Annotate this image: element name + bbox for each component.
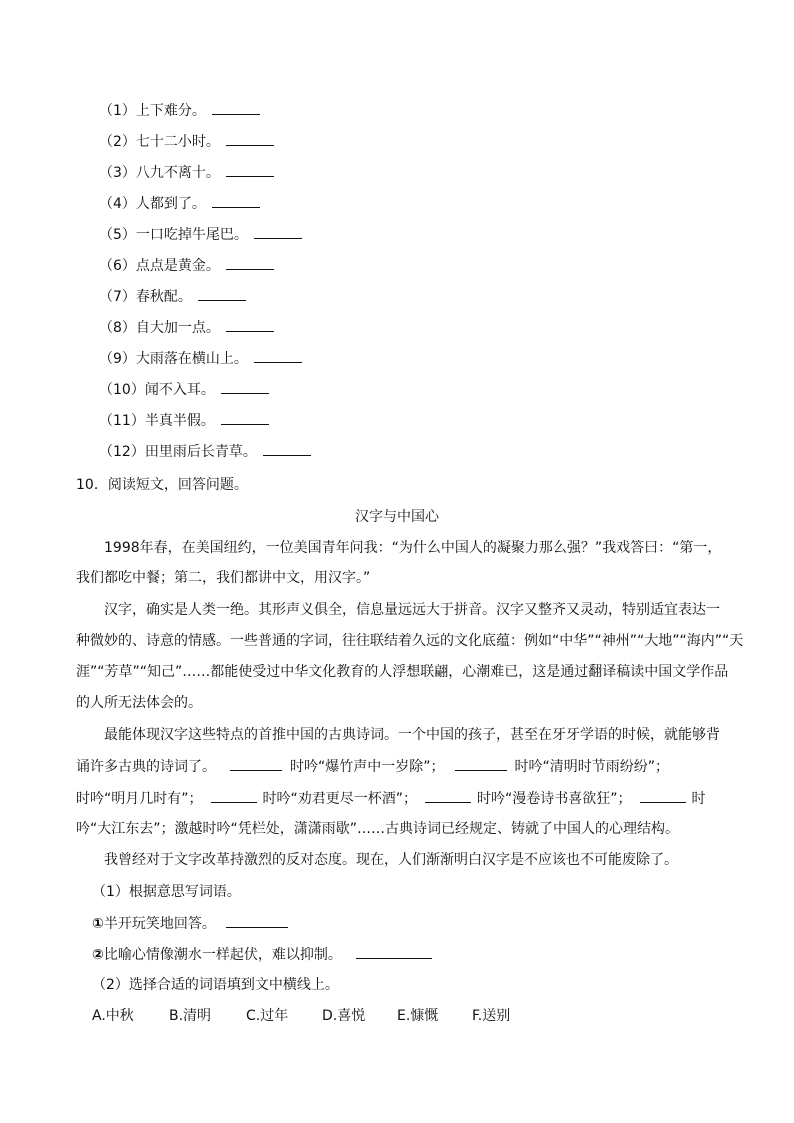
item-text: 半开玩笑地回答。 — [103, 916, 216, 932]
riddle-item — [99, 286, 246, 307]
fill-blank[interactable] — [211, 788, 257, 803]
riddle-text: （6）点点是黄金。 — [99, 258, 220, 274]
riddle-item — [99, 224, 302, 245]
passage-line: 我们都吃中餐；第二，我们都讲中文，用汉字。” — [76, 570, 371, 586]
riddle-item — [99, 193, 260, 214]
fill-blank[interactable] — [230, 756, 282, 771]
answer-blank[interactable] — [221, 410, 269, 425]
option-c[interactable]: C.过年 — [246, 1008, 289, 1024]
passage-line: 最能体现汉字这些特点的首推中国的古典诗词。一个中国的孩子，甚至在牙牙学语的时候，就能够背 — [104, 727, 720, 743]
answer-blank[interactable] — [226, 255, 274, 270]
riddle-item — [99, 100, 260, 121]
answer-blank[interactable] — [221, 379, 269, 394]
sub-question-item — [92, 913, 288, 934]
sub-question-item — [92, 944, 432, 965]
option-d[interactable]: D.喜悦 — [322, 1008, 366, 1024]
question-heading: 10．阅读短文，回答问题。 — [76, 477, 248, 493]
passage-line: 涯”“芳草”“知己”……都能使受过中华文化教育的人浮想联翩，心潮难已，这是通过翻译稿读中国文学作品 — [76, 664, 729, 680]
answer-blank[interactable] — [212, 100, 260, 115]
option-a[interactable]: A.中秋 — [92, 1008, 134, 1024]
riddle-text: （12）田里雨后长青草。 — [99, 444, 257, 460]
riddle-text: （10）闻不入耳。 — [99, 382, 215, 398]
riddle-text: （2）七十二小时。 — [99, 134, 220, 150]
riddle-text: （4）人都到了。 — [99, 196, 206, 212]
passage-line — [76, 756, 669, 777]
answer-blank[interactable] — [226, 913, 288, 928]
passage-line: 汉字，确实是人类一绝。其形声义俱全，信息量远远大于拼音。汉字又整齐又灵动，特别适宜表达一 — [104, 602, 720, 618]
riddle-text: （3）八九不离十。 — [99, 165, 220, 181]
riddle-text: （9）大雨落在横山上。 — [99, 351, 248, 367]
circled-number: ① — [92, 916, 104, 932]
passage-text: 时吟“爆竹声中一岁除”； — [290, 759, 445, 775]
riddle-item — [99, 162, 274, 183]
sub-question: （1）根据意思写词语。 — [92, 884, 241, 900]
passage-text: 时吟“明月几时有”； — [76, 791, 203, 807]
item-text: 比喻心情像潮水一样起伏，难以抑制。 — [103, 947, 342, 963]
riddle-text: （5）一口吃掉牛尾巴。 — [99, 227, 248, 243]
passage-line: 1998年春，在美国纽约，一位美国青年问我：“为什么中国人的凝聚力那么强？”我戏答曰：“第一， — [104, 540, 722, 556]
riddle-text: （11）半真半假。 — [99, 413, 215, 429]
riddle-text: （1）上下难分。 — [99, 103, 206, 119]
passage-line: 吟“大江东去”；激越时吟“凭栏处，潇潇雨歇”……古典诗词已经规定、铸就了中国人的心理结构。 — [76, 821, 680, 837]
riddle-text: （7）春秋配。 — [99, 289, 192, 305]
answer-blank[interactable] — [226, 131, 274, 146]
answer-blank[interactable] — [226, 317, 274, 332]
passage-line: 我曾经对于文字改革持激烈的反对态度。现在，人们渐渐明白汉字是不应该也不可能废除了。 — [104, 852, 678, 868]
answer-blank[interactable] — [226, 162, 274, 177]
riddle-item — [99, 441, 311, 462]
option-f[interactable]: F.送别 — [472, 1008, 511, 1024]
fill-blank[interactable] — [455, 756, 507, 771]
answer-blank[interactable] — [198, 286, 246, 301]
passage-text: 时 — [691, 791, 706, 807]
riddle-item — [99, 255, 274, 276]
answer-blank[interactable] — [212, 193, 260, 208]
riddle-item — [99, 410, 269, 431]
option-b[interactable]: B.清明 — [169, 1008, 212, 1024]
answer-blank[interactable] — [254, 224, 302, 239]
passage-line: 种微妙的、诗意的情感。一些普通的字词，往往联结着久远的文化底蕴：例如“中华”“神州”“大地”“海内”“天 — [76, 633, 744, 649]
passage-title: 汉字与中国心 — [355, 509, 439, 525]
fill-blank[interactable] — [425, 788, 471, 803]
passage-text: 时吟“清明时节雨纷纷”； — [514, 759, 670, 775]
riddle-item — [99, 131, 274, 152]
passage-line: 的人所无法体会的。 — [76, 695, 202, 711]
passage-text: 时吟“漫卷诗书喜欲狂”； — [477, 791, 632, 807]
riddle-item — [99, 317, 274, 338]
answer-blank[interactable] — [356, 944, 432, 959]
answer-blank[interactable] — [254, 348, 302, 363]
passage-text: 时吟“劝君更尽一杯酒”； — [262, 791, 418, 807]
fill-blank[interactable] — [640, 788, 686, 803]
circled-number: ② — [92, 947, 104, 963]
passage-text: 诵许多古典的诗词了。 — [76, 759, 216, 775]
sub-question: （2）选择合适的词语填到文中横线上。 — [92, 977, 339, 993]
passage-line — [76, 788, 706, 809]
riddle-text: （8）自大加一点。 — [99, 320, 220, 336]
riddle-item — [99, 348, 302, 369]
riddle-item — [99, 379, 269, 400]
option-e[interactable]: E.慷慨 — [397, 1008, 439, 1024]
answer-blank[interactable] — [263, 441, 311, 456]
